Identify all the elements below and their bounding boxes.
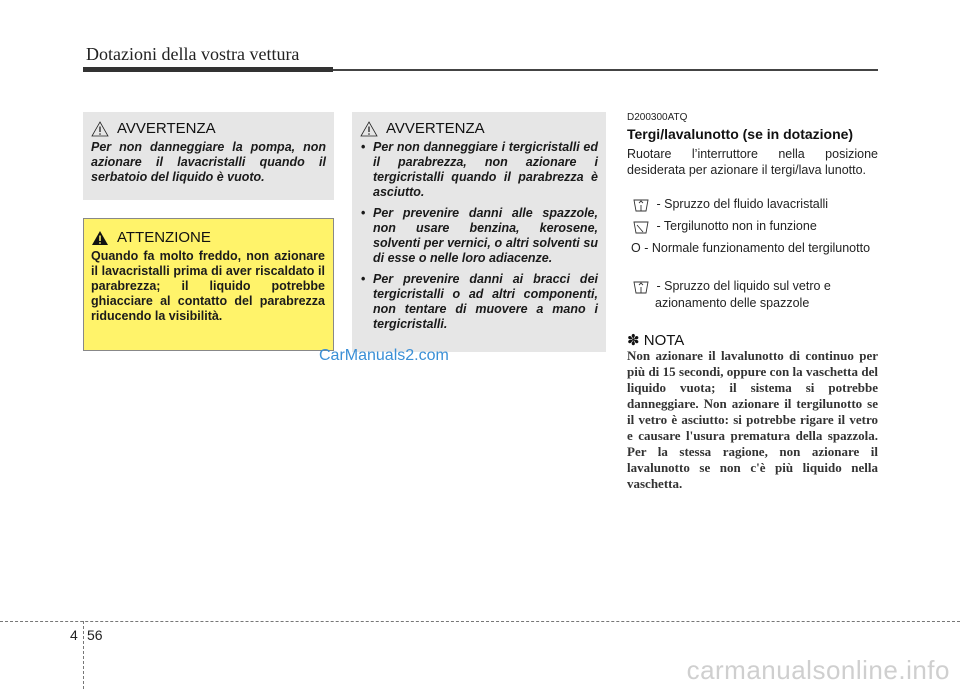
warning-box-header	[91, 120, 326, 137]
mode-washer	[631, 196, 878, 213]
caution-box-header	[91, 229, 325, 246]
carmanuals-watermark: CarManuals2.com	[319, 347, 449, 364]
warning-box-pump	[83, 112, 334, 200]
mode-normal-prefix: O	[631, 241, 641, 255]
mode-wash-wipe-text: - Spruzzo del liquido sul vetro e azionamento delle spazzole	[655, 279, 831, 310]
mode-washer-text: - Spruzzo del fluido lavacristalli	[656, 197, 829, 211]
caution-box-text: Quando fa molto freddo, non azionare il lavacristalli prima di aver riscaldato il parabrezza; il liquido potrebbe ghiacciare al contatto del parabrezza riducendo la visibilità.	[91, 249, 325, 323]
section-intro: Ruotare l’interruttore nella posizione desiderata per azionare il tergi/lava lunotto.	[627, 147, 878, 177]
header-rule-thick	[83, 67, 333, 72]
mode-normal	[631, 240, 900, 256]
warning-box-title: AVVERTENZA	[386, 120, 485, 137]
warning-box-title: AVVERTENZA	[117, 120, 216, 137]
note-body: Non azionare il lavalunotto di continuo per più di 15 secondi, oppure con la vaschetta del liquido vuota; il sistema si potrebbe danneggiare. Non azionare il tergilunotto se il vetro è asciutto: si potrebbe rigare il vetro e causare l'usura prematura della spazzola. Per la stessa ragione, non azionare il lavalunotto se non c'è più liquido nella vaschetta.	[627, 348, 878, 491]
mode-off	[631, 218, 878, 235]
warning-box-wipers	[352, 112, 606, 352]
section-code: D200300ATQ	[627, 112, 688, 123]
warning-list	[360, 140, 598, 332]
header-rule-thin	[333, 69, 878, 71]
note-title: ✽ NOTA	[627, 332, 685, 349]
mode-wash-wipe	[631, 278, 902, 311]
page-header-title: Dotazioni della vostra vettura	[86, 44, 300, 64]
caution-triangle-icon	[91, 230, 109, 246]
warning-list-item: • Per prevenire danni alle spazzole, non usare benzina, kerosene, solventi per vernici, o altri solventi su di esse o nelle loro adiacenze.	[360, 206, 598, 266]
warning-triangle-icon	[91, 121, 109, 137]
mode-off-text: - Tergilunotto non in funzione	[656, 219, 817, 233]
warning-list-item: • Per prevenire danni ai bracci dei tergicristalli o ad altri componenti, non tentare di muovere a mano i tergicristalli.	[360, 272, 598, 332]
footer-vertical-rule	[83, 621, 84, 689]
warning-box-text: Per non danneggiare la pompa, non azionare il lavacristalli quando il serbatoio del liquido è vuoto.	[91, 140, 326, 184]
warning-box-header	[360, 120, 598, 137]
section-title: Tergi/lavalunotto (se in dotazione)	[627, 126, 854, 142]
mode-normal-text: - Normale funzionamento del tergilunotto	[644, 241, 871, 255]
caution-box	[83, 218, 334, 351]
caution-box-title: ATTENZIONE	[117, 229, 211, 246]
rear-wiper-washer-icon	[631, 279, 651, 295]
footer-rule	[0, 621, 960, 623]
chapter-number: 4	[70, 627, 78, 643]
rear-washer-icon	[631, 197, 651, 213]
warning-triangle-icon	[360, 121, 378, 137]
site-watermark: carmanualsonline.info	[686, 655, 950, 685]
rear-wiper-icon	[631, 219, 651, 235]
warning-list-item: • Per non danneggiare i tergicristalli ed il parabrezza, non azionare i tergicristalli quando il parabrezza è asciutto.	[360, 140, 598, 200]
page-number: 56	[87, 627, 103, 643]
